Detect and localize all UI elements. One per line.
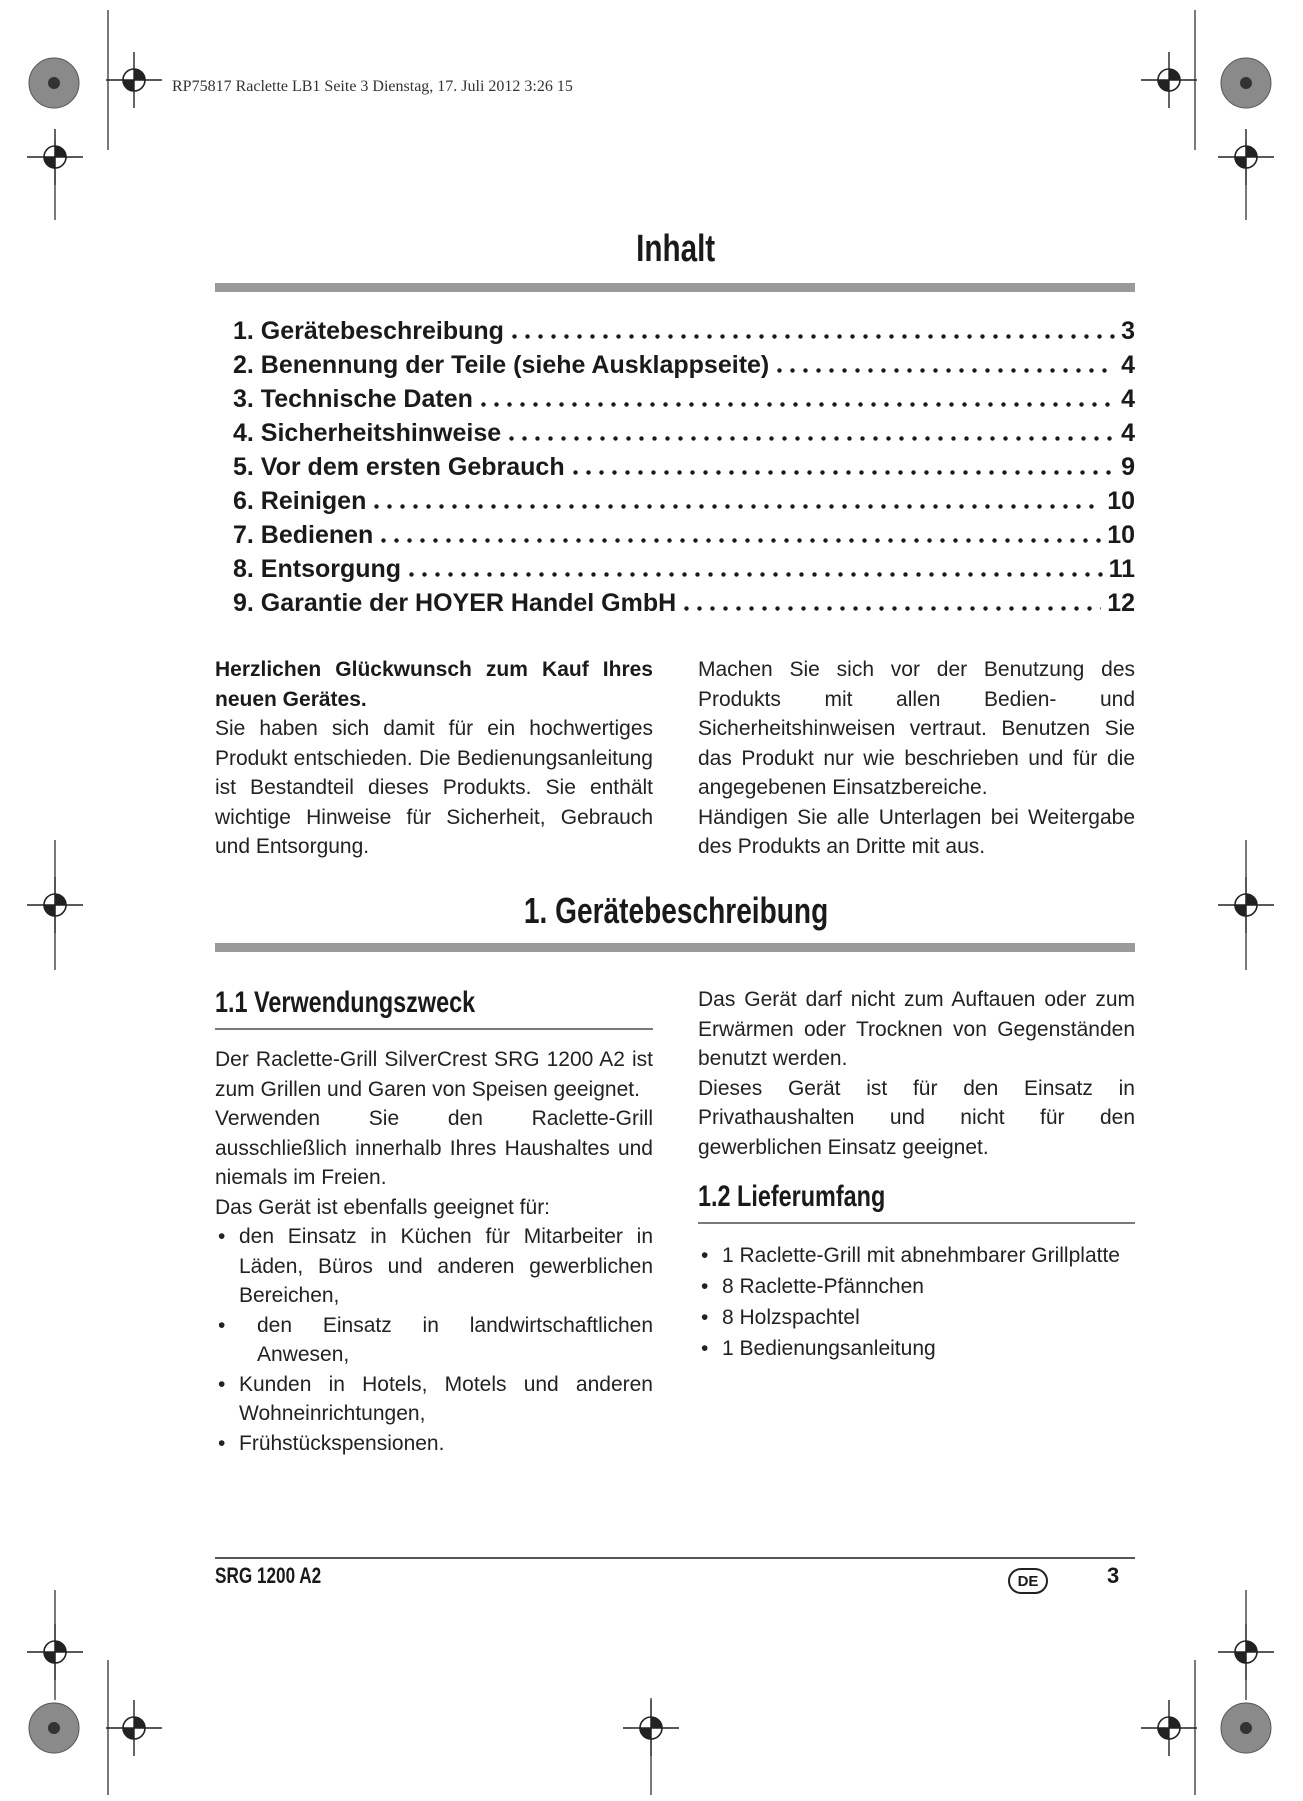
toc-entry: [233, 484, 1135, 518]
toc-entry-page: 10: [1107, 521, 1135, 549]
list-item: • 1 Raclette-Grill mit abnehmbarer Grillplatte: [701, 1244, 1120, 1267]
toc-entry: [233, 552, 1135, 586]
toc-leader-dots: [773, 368, 1115, 373]
toc-entry-label: 3. Technische Daten: [233, 385, 473, 413]
toc-entry-label: 6. Reinigen: [233, 487, 367, 515]
toc-entry: [233, 586, 1135, 620]
toc-leader-dots: [477, 402, 1115, 407]
sub2-title: 1.2 Lieferumfang: [698, 1180, 886, 1213]
footer-rule: [215, 1557, 1135, 1559]
intro-right-text-2: Händigen Sie alle Unterlagen bei Weitergabe des Produkts an Dritte mit aus.: [698, 805, 1135, 858]
toc-leader-dots: [370, 504, 1101, 509]
language-badge: DE: [1008, 1568, 1048, 1594]
toc-entry-page: 3: [1121, 317, 1135, 345]
sub1-p2: Verwenden Sie den Raclette-Grill ausschließlich innerhalb Ihres Haushaltes und niemals im Freien.: [215, 1107, 653, 1189]
toc-entry: [233, 348, 1135, 382]
page-number: 3: [1107, 1563, 1120, 1588]
sub2-list: [698, 1240, 1135, 1364]
sub1-rule: [215, 1028, 653, 1030]
toc-entry-label: 9. Garantie der HOYER Handel GmbH: [233, 589, 677, 617]
toc-entry-label: 4. Sicherheitshinweise: [233, 419, 502, 447]
toc-entry: [233, 518, 1135, 552]
toc-entry-page: 4: [1121, 385, 1135, 413]
toc-entry: [233, 416, 1135, 450]
toc-entry: [233, 314, 1135, 348]
toc-leader-dots: [405, 572, 1103, 577]
toc-entry-label: 5. Vor dem ersten Gebrauch: [233, 453, 565, 481]
toc-entry-page: 12: [1107, 589, 1135, 617]
print-header: RP75817 Raclette LB1 Seite 3 Dienstag, 17. Juli 2012 3:26 15: [172, 78, 573, 95]
sub1-p1: Der Raclette-Grill SilverCrest SRG 1200 A2 ist zum Grillen und Garen von Speisen geeignet.: [215, 1048, 653, 1101]
right-p1: Das Gerät darf nicht zum Auftauen oder zum Erwärmen oder Trocknen von Gegenständen benutzt werden.: [698, 988, 1135, 1070]
toc-leader-dots: [569, 470, 1116, 475]
intro-right: [698, 655, 1135, 862]
toc-entry-label: 7. Bedienen: [233, 521, 374, 549]
toc-entry: [233, 450, 1135, 484]
toc-rule: [215, 283, 1135, 292]
list-item: • 8 Holzspachtel: [701, 1306, 860, 1329]
sub1-title: 1.1 Verwendungszweck: [215, 986, 476, 1019]
toc-entry-page: 9: [1121, 453, 1135, 481]
intro-heading: Herzlichen Glückwunsch zum Kauf Ihres neuen Gerätes.: [215, 658, 653, 711]
toc-entry-page: 10: [1107, 487, 1135, 515]
list-item: • 1 Bedienungsanleitung: [701, 1337, 936, 1360]
section1-right: [698, 985, 1135, 1162]
footer-model: SRG 1200 A2: [215, 1563, 322, 1588]
list-item: • den Einsatz in Küchen für Mitarbeiter in Läden, Büros und anderen gewerblichen Bereichen,: [218, 1225, 653, 1307]
sub1-body: [215, 1045, 653, 1458]
toc-entry-page: 11: [1108, 555, 1135, 583]
section1-rule: [215, 943, 1135, 952]
sub1-p3: Das Gerät ist ebenfalls geeignet für:: [215, 1195, 551, 1219]
toc-entry-label: 8. Entsorgung: [233, 555, 402, 583]
toc-leader-dots: [377, 538, 1101, 543]
toc-entry: [233, 382, 1135, 416]
toc-entry-label: 2. Benennung der Teile (siehe Ausklappseite): [233, 351, 770, 379]
toc-entry-page: 4: [1121, 419, 1135, 447]
list-item: • den Einsatz in landwirtschaftlichen Anwesen,: [218, 1313, 653, 1366]
right-p2: Dieses Gerät ist für den Einsatz in Privathaushalten und nicht für den gewerblichen Einsatz geeignet.: [698, 1076, 1135, 1159]
intro-right-text-1: Machen Sie sich vor der Benutzung des Produkts mit allen Bedien- und Sicherheitshinweisen vertraut. Benutzen Sie das Produkt nur wie beschrieben und für die angegebenen Einsatzbereiche.: [698, 658, 1135, 799]
list-item: • Frühstückspensionen.: [218, 1431, 445, 1455]
toc-entry-label: 1. Gerätebeschreibung: [233, 317, 504, 345]
toc-entry-page: 4: [1121, 351, 1135, 379]
intro-left: [215, 655, 653, 862]
toc-leader-dots: [508, 334, 1115, 339]
intro-left-text: Sie haben sich damit für ein hochwertiges Produkt entschieden. Die Bedienungsanleitung ist Bestandteil dieses Produkts. Sie enthält wichtige Hinweise für Sicherheit, Gebrauch und Entsorgung.: [215, 717, 653, 858]
sub2-rule: [698, 1222, 1135, 1224]
toc-title: Inhalt: [636, 228, 716, 270]
section1-title: 1. Gerätebeschreibung: [523, 890, 829, 931]
list-item: • Kunden in Hotels, Motels und anderen Wohneinrichtungen,: [218, 1372, 653, 1425]
toc-leader-dots: [680, 606, 1101, 611]
toc-leader-dots: [505, 436, 1115, 441]
list-item: • 8 Raclette-Pfännchen: [701, 1275, 924, 1298]
